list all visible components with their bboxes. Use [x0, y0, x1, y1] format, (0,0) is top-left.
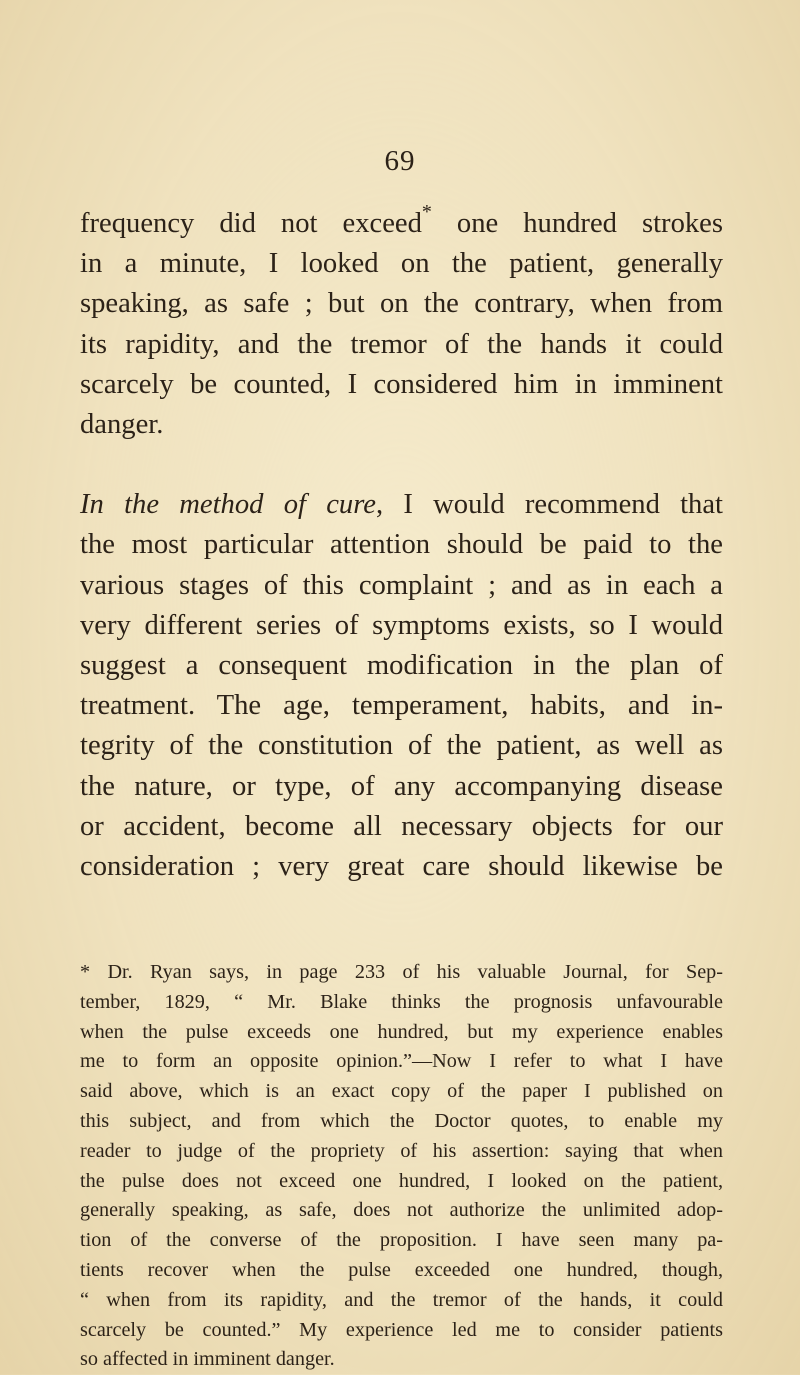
text-line: tegrity of the constitution of the patient, as well as: [80, 730, 723, 762]
paragraph-1: [80, 201, 723, 445]
text-line: suggest a consequent modification in the plan of: [80, 650, 723, 682]
footnote-line: said above, which is an exact copy of the paper I published on: [80, 1080, 723, 1103]
text-line: or accident, become all necessary objects for our: [80, 810, 723, 842]
italic-phrase: of cure: [283, 489, 376, 521]
text-line: in a minute, I looked on the patient, generally: [80, 248, 723, 280]
footnote-line: me to form an opposite opinion.”—Now I refer to what I have: [80, 1050, 723, 1073]
footnote-line: * Dr. Ryan says, in page 233 of his valuable Journal, for Sep-: [80, 961, 723, 983]
page-number: 69: [384, 145, 416, 177]
footnote-line: tients recover when the pulse exceeded one hundred, though,: [80, 1258, 723, 1281]
text-line: speaking, as safe ; but on the contrary, when from: [80, 288, 723, 320]
footnote-mark: *: [421, 201, 432, 223]
text-line: scarcely be counted, I considered him in imminent: [80, 368, 723, 400]
text-line: frequency did not exceed* one hundred strokes: [80, 201, 723, 239]
text-line: the most particular attention should be paid to the: [80, 529, 723, 561]
footnote-line: tember, 1829, “ Mr. Blake thinks the prognosis unfavourable: [80, 990, 723, 1013]
footnote: [80, 958, 723, 1375]
main-text: [80, 201, 723, 887]
footnote-line: tion of the converse of the proposition. I have seen many pa-: [80, 1229, 723, 1252]
footnote-line: generally speaking, as safe, does not authorize the unlimited adop-: [80, 1199, 723, 1222]
footnote-line: “ when from its rapidity, and the tremor of the hands, it could: [80, 1288, 723, 1311]
footnote-line: so affected in imminent danger.: [80, 1348, 335, 1371]
footnote-line: the pulse does not exceed one hundred, I looked on the patient,: [80, 1169, 723, 1192]
footnote-line: scarcely be counted.” My experience led me to consider patients: [80, 1318, 723, 1341]
text-line: the nature, or type, of any accompanying disease: [80, 770, 723, 802]
text-line: In the method of cure, I would recommend that: [80, 489, 723, 521]
text-line: its rapidity, and the tremor of the hands it could: [80, 328, 723, 360]
text-line: consideration ; very great care should likewise be: [80, 851, 723, 883]
text-line: treatment. The age, temperament, habits, and in-: [80, 690, 723, 722]
text-line: danger.: [80, 409, 164, 441]
text-line: very different series of symptoms exists, so I would: [80, 609, 723, 641]
footnote-line: this subject, and from which the Doctor quotes, to enable my: [80, 1109, 723, 1132]
footnote-line: when the pulse exceeds one hundred, but my experience enables: [80, 1020, 723, 1043]
text-line: various stages of this complaint ; and as in each a: [80, 569, 723, 601]
paragraph-2: [80, 485, 723, 887]
italic-phrase: In the method: [80, 489, 264, 521]
footnote-line: reader to judge of the propriety of his assertion: saying that when: [80, 1139, 723, 1162]
